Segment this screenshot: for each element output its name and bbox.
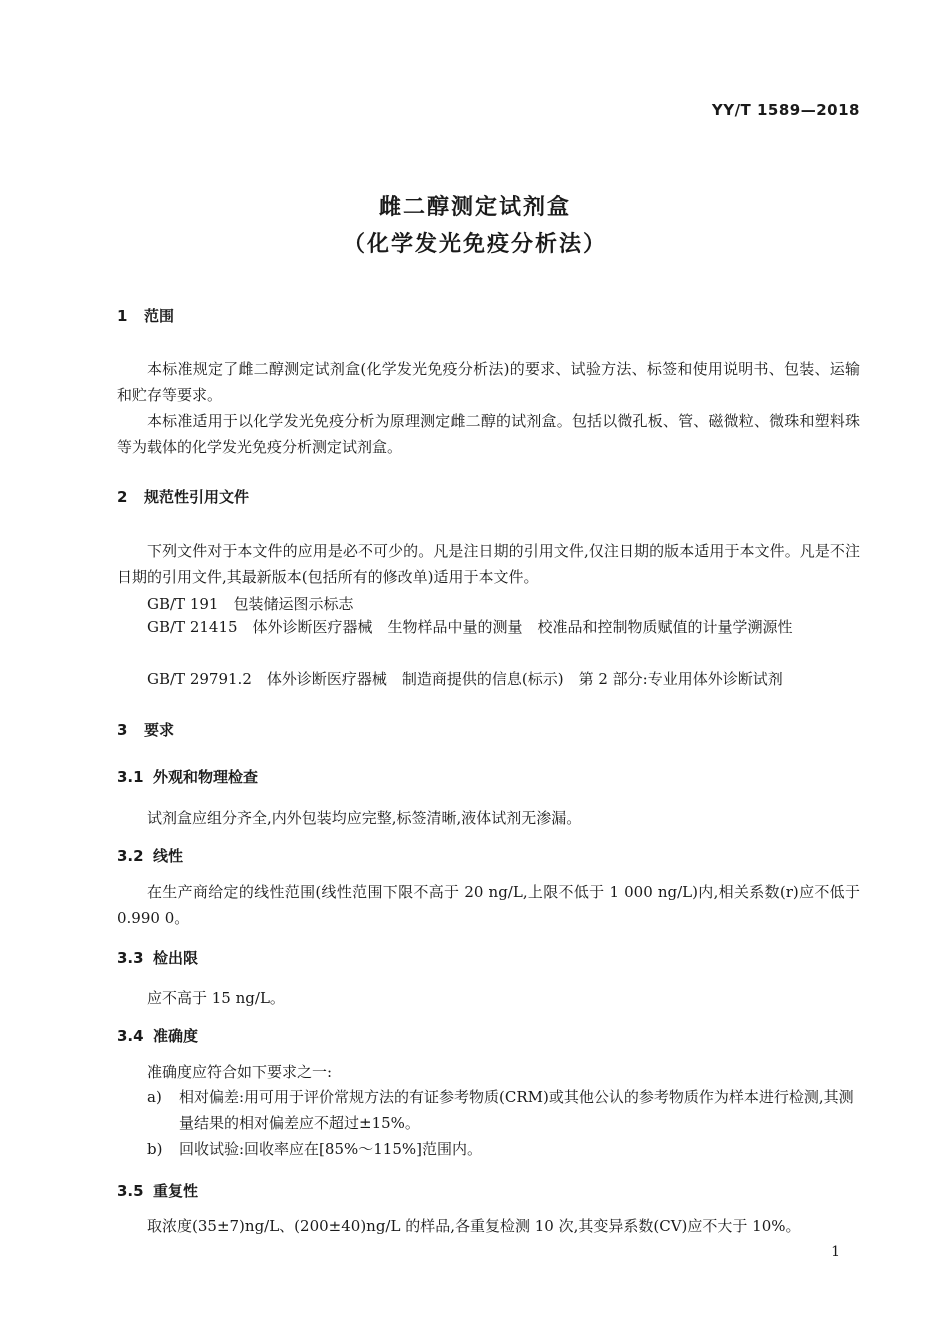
document-subtitle: （化学发光免疫分析法） <box>342 232 607 257</box>
section-title: 要求 <box>144 721 175 739</box>
paragraph: 取浓度(35±7)ng/L、(200±40)ng/L 的样品,各重复检测 10 次,其变异系数(CV)应不大于 10%。 <box>147 1217 801 1235</box>
list-item <box>147 1136 860 1162</box>
subsection-title: 外观和物理检查 <box>153 768 259 786</box>
paragraph: 本标准适用于以化学发光免疫分析为原理测定雌二醇的试剂盒。包括以微孔板、管、磁微粒、微珠和塑料珠等为载体的化学发光免疫分析测定试剂盒。 <box>117 412 860 456</box>
list-item-label: a) <box>147 1088 162 1106</box>
reference-item: GB/T 21415 体外诊断医疗器械 生物样品中量的测量 校准品和控制物质赋值的计量学溯源性 <box>147 618 793 636</box>
section-title: 规范性引用文件 <box>144 488 250 506</box>
section-number: 3 <box>117 721 128 739</box>
paragraph: 下列文件对于本文件的应用是必不可少的。凡是注日期的引用文件,仅注日期的版本适用于本文件。凡是不注日期的引用文件,其最新版本(包括所有的修改单)适用于本文件。 <box>117 542 860 586</box>
standard-code: YY/T 1589—2018 <box>711 101 860 119</box>
subsection-3-2-heading <box>117 845 183 866</box>
subsection-title: 准确度 <box>153 1027 199 1045</box>
subsection-number: 3.3 <box>117 949 144 967</box>
reference-item: GB/T 29791.2 体外诊断医疗器械 制造商提供的信息(标示) 第 2 部分:专业用体外诊断试剂 <box>147 670 783 688</box>
subsection-title: 重复性 <box>153 1182 199 1200</box>
list-item-label: b) <box>147 1140 163 1158</box>
paragraph: 本标准规定了雌二醇测定试剂盒(化学发光免疫分析法)的要求、试验方法、标签和使用说明书、包装、运输和贮存等要求。 <box>117 360 860 404</box>
subsection-number: 3.5 <box>117 1182 144 1200</box>
subsection-title: 线性 <box>153 847 184 865</box>
document-title: 雌二醇测定试剂盒 <box>378 195 571 220</box>
paragraph: 应不高于 15 ng/L。 <box>147 989 285 1007</box>
paragraph: 试剂盒应组分齐全,内外包装均应完整,标签清晰,液体试剂无渗漏。 <box>147 809 582 827</box>
paragraph: 准确度应符合如下要求之一: <box>147 1063 333 1081</box>
list-item-text: 回收试验:回收率应在[85%～115%]范围内。 <box>179 1140 482 1158</box>
paragraph: 在生产商给定的线性范围(线性范围下限不高于 20 ng/L,上限不低于 1 000 ng/L)内,相关系数(r)应不低于 0.990 0。 <box>117 883 860 927</box>
section-title: 范围 <box>144 307 175 325</box>
subsection-number: 3.4 <box>117 1027 144 1045</box>
subsection-3-5-heading <box>117 1180 198 1201</box>
section-2-heading <box>117 486 249 507</box>
section-3-heading <box>117 719 174 740</box>
reference-item: GB/T 191 包装储运图示标志 <box>147 595 354 613</box>
page-number: 1 <box>831 1244 840 1260</box>
section-1-heading <box>117 305 174 326</box>
section-number: 1 <box>117 307 128 325</box>
subsection-number: 3.2 <box>117 847 144 865</box>
subsection-3-1-heading <box>117 766 258 787</box>
subsection-number: 3.1 <box>117 768 144 786</box>
list-item-text: 相对偏差:用可用于评价常规方法的有证参考物质(CRM)或其他公认的参考物质作为样本进行检测,其测量结果的相对偏差应不超过±15%。 <box>179 1088 854 1132</box>
subsection-title: 检出限 <box>153 949 199 967</box>
section-number: 2 <box>117 488 128 506</box>
list-item <box>147 1084 860 1136</box>
subsection-3-4-heading <box>117 1025 198 1046</box>
subsection-3-3-heading <box>117 947 198 968</box>
